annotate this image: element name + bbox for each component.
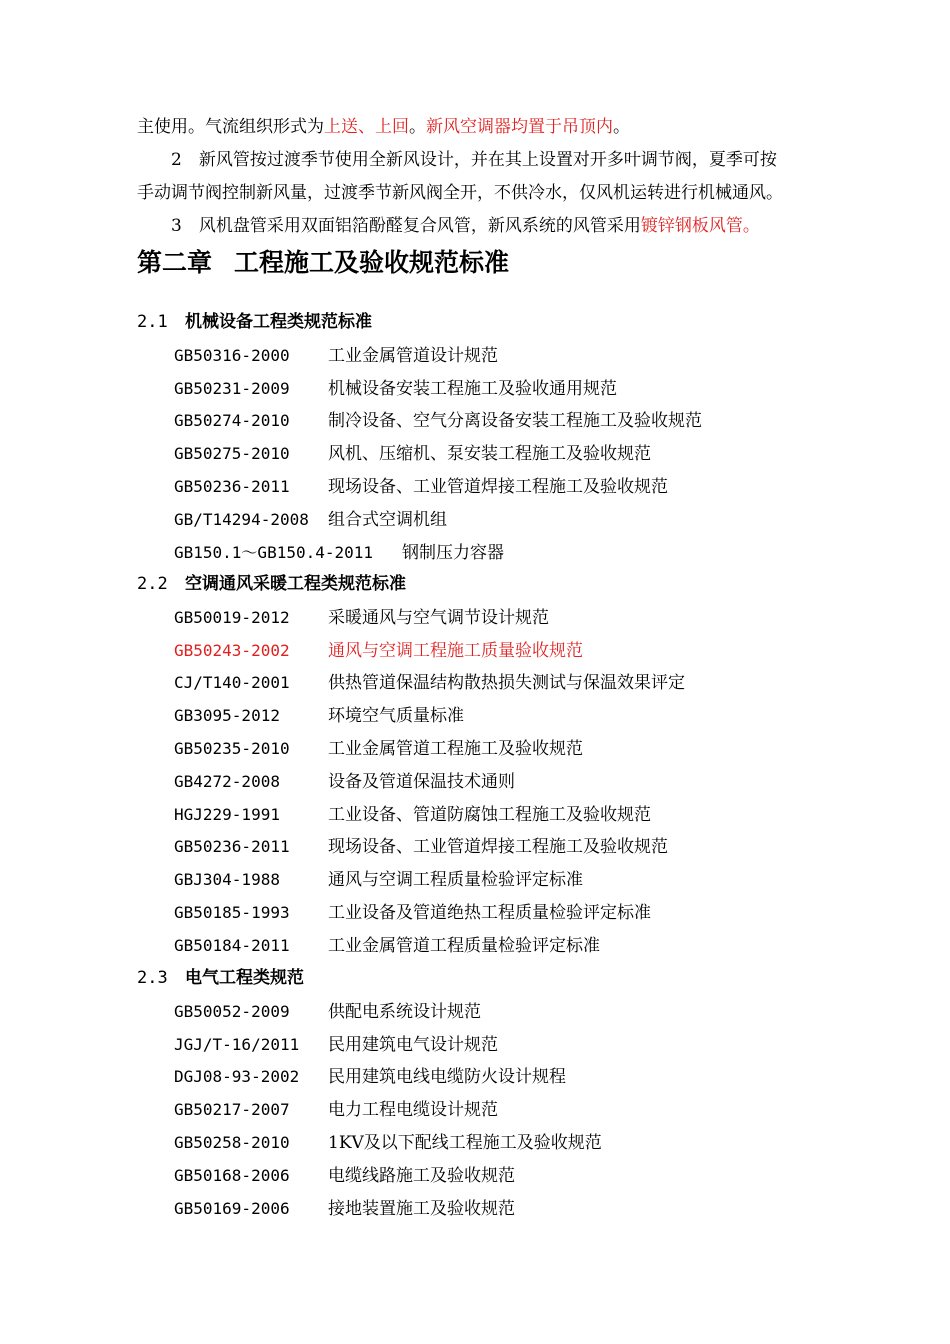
standard-row xyxy=(174,1060,566,1093)
standard-code: GB50184-2011 xyxy=(174,935,290,955)
standard-name: 工业金属管道设计规范 xyxy=(328,345,498,366)
section-number: 2.3 xyxy=(137,968,168,988)
body-text: 。 xyxy=(409,117,426,137)
paragraph-airflow xyxy=(137,110,867,144)
standard-code: GB50169-2006 xyxy=(174,1198,290,1218)
standard-code: HGJ229-1991 xyxy=(174,804,280,824)
standard-row xyxy=(174,339,498,372)
standard-row xyxy=(174,863,583,896)
section-title: 电气工程类规范 xyxy=(185,968,304,988)
standard-name: 供热管道保温结构散热损失测试与保温效果评定 xyxy=(328,673,685,694)
highlighted-text: 镀锌钢板风管。 xyxy=(640,216,760,236)
standard-row xyxy=(174,503,447,536)
standard-row xyxy=(174,536,504,569)
body-text: 3 风机盘管采用双面铝箔酚醛复合风管，新风系统的风管采用 xyxy=(137,216,641,236)
standard-row xyxy=(174,1192,515,1225)
chapter-heading xyxy=(137,243,509,279)
standard-code: GB50168-2006 xyxy=(174,1165,290,1185)
highlighted-text: 新风空调器均置于吊顶内 xyxy=(426,117,613,137)
standard-row xyxy=(174,470,668,503)
standard-code: GB50052-2009 xyxy=(174,1001,290,1021)
standard-code: GB50231-2009 xyxy=(174,378,290,398)
standard-name: 工业设备及管道绝热工程质量检验评定标准 xyxy=(328,903,651,923)
standard-row xyxy=(174,404,702,437)
standard-code: GB50243-2002 xyxy=(174,640,290,660)
standard-code: GB50274-2010 xyxy=(174,411,290,431)
standard-code: GB50316-2000 xyxy=(174,345,290,365)
standard-code: GB4272-2008 xyxy=(174,771,280,791)
standard-name: 设备及管道保温技术通则 xyxy=(328,771,515,792)
standard-code: GB50236-2011 xyxy=(174,837,290,857)
standard-row xyxy=(174,798,651,831)
standard-name: 采暖通风与空气调节设计规范 xyxy=(328,607,549,628)
standard-row xyxy=(174,699,464,732)
standard-name: 工业金属管道工程质量检验评定标准 xyxy=(328,935,600,956)
standard-row xyxy=(174,929,600,962)
standard-name: 通风与空调工程质量检验评定标准 xyxy=(328,870,583,891)
standard-code: JGJ/T-16/2011 xyxy=(174,1034,300,1054)
standard-code: GB150.1～GB150.4-2011 xyxy=(174,542,374,562)
standard-row xyxy=(174,995,481,1028)
standard-code: GB/T14294-2008 xyxy=(174,509,309,529)
standard-code: GB50185-1993 xyxy=(174,903,290,922)
standard-name: 民用建筑电气设计规范 xyxy=(328,1034,498,1055)
standard-code: GB3095-2012 xyxy=(174,706,280,726)
highlighted-text: 上送、上回 xyxy=(324,117,409,137)
standard-row xyxy=(174,634,583,667)
standard-row xyxy=(174,1093,498,1126)
section-heading xyxy=(137,962,304,995)
body-text: 手动调节阀控制新风量，过渡季节新风阀全开，不供冷水，仅风机运转进行机械通风。 xyxy=(137,183,783,203)
chapter-number: 第二章 xyxy=(137,248,213,277)
standard-name: 民用建筑电线电缆防火设计规程 xyxy=(328,1067,566,1088)
standard-name: 电缆线路施工及验收规范 xyxy=(328,1165,515,1186)
body-text: 2 新风管按过渡季节使用全新风设计，并在其上设置对开多叶调节阀，夏季可按 xyxy=(137,150,777,170)
standard-code: GB50236-2011 xyxy=(174,477,290,496)
standard-name: 1KV及以下配线工程施工及验收规范 xyxy=(328,1133,602,1153)
standard-code: CJ/T140-2001 xyxy=(174,673,290,693)
standard-row xyxy=(174,666,685,699)
standard-row xyxy=(174,1028,498,1061)
paragraph-item-3 xyxy=(137,209,867,243)
paragraph-item-2 xyxy=(137,143,867,177)
standard-name: 供配电系统设计规范 xyxy=(328,1001,481,1022)
section-heading xyxy=(137,568,406,601)
standard-name: 环境空气质量标准 xyxy=(328,706,464,727)
standard-row xyxy=(174,601,549,634)
standard-code: DGJ08-93-2002 xyxy=(174,1067,300,1087)
chapter-title: 工程施工及验收规范标准 xyxy=(234,248,510,277)
body-text: 。 xyxy=(613,117,630,137)
standard-name: 钢制压力容器 xyxy=(402,542,504,563)
body-text: 主使用。气流组织形式为 xyxy=(137,117,324,137)
standard-name: 现场设备、工业管道焊接工程施工及验收规范 xyxy=(328,477,668,497)
standard-name: 电力工程电缆设计规范 xyxy=(328,1100,498,1121)
section-heading xyxy=(137,306,372,339)
section-title: 机械设备工程类规范标准 xyxy=(185,312,372,332)
standard-name: 现场设备、工业管道焊接工程施工及验收规范 xyxy=(328,837,668,858)
standard-row xyxy=(174,732,583,765)
standard-name: 风机、压缩机、泵安装工程施工及验收规范 xyxy=(328,444,651,465)
standard-row xyxy=(174,896,651,929)
section-number: 2.1 xyxy=(137,312,168,332)
standard-code: GB50258-2010 xyxy=(174,1133,290,1152)
standard-name: 制冷设备、空气分离设备安装工程施工及验收规范 xyxy=(328,411,702,432)
standard-row xyxy=(174,372,617,405)
standard-name: 通风与空调工程施工质量验收规范 xyxy=(328,640,583,661)
standard-row xyxy=(174,830,668,863)
standard-name: 机械设备安装工程施工及验收通用规范 xyxy=(328,378,617,399)
standard-code: GBJ304-1988 xyxy=(174,870,280,890)
standard-code: GB50019-2012 xyxy=(174,607,290,627)
standard-name: 接地装置施工及验收规范 xyxy=(328,1198,515,1219)
standard-name: 工业设备、管道防腐蚀工程施工及验收规范 xyxy=(328,804,651,825)
standard-code: GB50275-2010 xyxy=(174,444,290,464)
standard-row xyxy=(174,1159,515,1192)
standard-row xyxy=(174,1126,602,1159)
section-number: 2.2 xyxy=(137,574,168,594)
standard-row xyxy=(174,437,651,470)
paragraph-item-2-cont xyxy=(137,176,867,210)
standard-code: GB50217-2007 xyxy=(174,1100,290,1120)
standard-name: 组合式空调机组 xyxy=(328,509,447,530)
standard-name: 工业金属管道工程施工及验收规范 xyxy=(328,739,583,759)
standard-row xyxy=(174,765,515,798)
section-title: 空调通风采暖工程类规范标准 xyxy=(185,574,406,594)
standard-code: GB50235-2010 xyxy=(174,739,290,758)
